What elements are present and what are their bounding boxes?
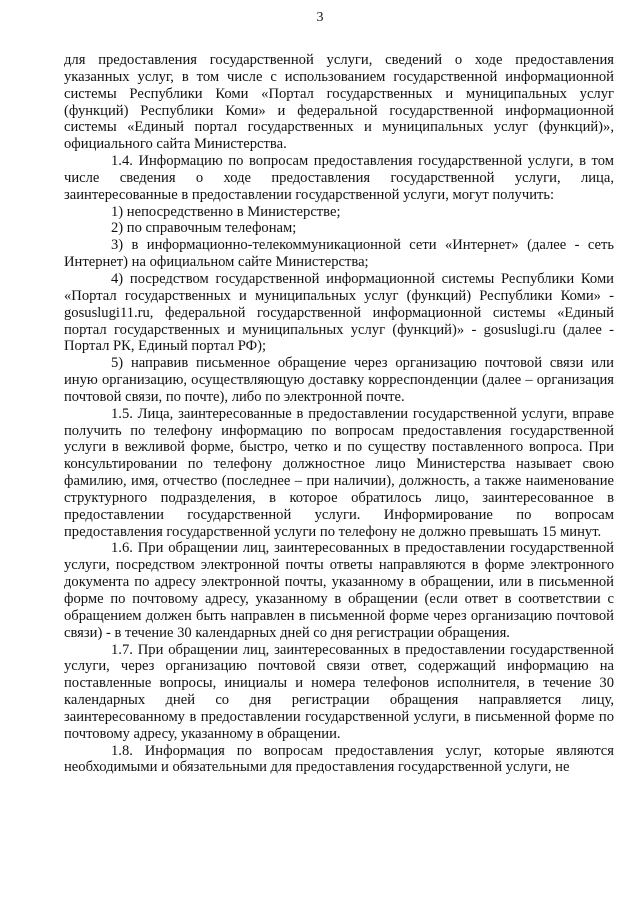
document-body	[64, 52, 614, 776]
paragraph-1-5: 1.5. Лица, заинтересованные в предоставлении государственной услуги, вправе получить по телефону информацию по вопросам предоставления государственной услуги в вежливой форме, быстро, четко и по существу поставленного вопроса. При консультировании по телефону должностное лицо Министерства называет свою фамилию, имя, отчество (последнее – при наличии), должность, а также наименование структурного подразделения, в которое обратилось лицо, заинтересованное в предоставлении государственной услуги. Информирование по вопросам предоставления государственной услуги по телефону не должно превышать 15 минут.	[64, 405, 614, 540]
paragraph-1-4: 1.4. Информацию по вопросам предоставления государственной услуги, в том числе сведения о ходе предоставления государственной услуги, лица, заинтересованные в предоставлении государственной услуги, могут получить:	[64, 153, 614, 203]
page-number: 3	[316, 10, 324, 25]
list-item-1: 1) непосредственно в Министерстве;	[111, 203, 341, 220]
paragraph-1-7: 1.7. При обращении лиц, заинтересованных в предоставлении государственной услуги, через организацию почтовой связи ответ, содержащий информацию на поставленные вопросы, инициалы и номера телефонов исполнителя, в течение 30 календарных дней со дня регистрации обращения направляется лицу, заинтересованному в предоставлении государственной услуги, в письменной форме по почтовому адресу, указанному в обращении.	[64, 641, 614, 742]
paragraph-1-6: 1.6. При обращении лиц, заинтересованных в предоставлении государственной услуги, посредством электронной почты ответы направляются в форме электронного документа по адресу электронной почты, указанному в обращении, или в письменной форме по почтовому адресу, указанному в обращении (если ответ в соответствии с обращением должен быть направлен в письменной форме через организацию почтовой связи) - в течение 30 календарных дней со дня регистрации обращения.	[64, 540, 614, 641]
paragraph-1-8: 1.8. Информация по вопросам предоставления услуг, которые являются необходимыми и обязательными для предоставления государственной услуги, не	[64, 742, 614, 776]
list-item-2: 2) по справочным телефонам;	[111, 220, 297, 237]
paragraph-continuation: для предоставления государственной услуги, сведений о ходе предоставления указанных услуг, в том числе с использованием государственной информационной системы Республики Коми «Портал государственных и муниципальных услуг (функций) Республики Коми» и федеральной государственной информационной системы «Единый портал государственных и муниципальных услуг (функций)», официального сайта Министерства.	[64, 52, 614, 153]
list-item-4: 4) посредством государственной информационной системы Республики Коми «Портал государственных и муниципальных услуг (функций) Республики Коми» - gosuslugi11.ru, федеральной государственной информационной системы «Единый портал государственных и муниципальных услуг (функций)» - gosuslugi.ru (далее - Портал РК, Единый портал РФ);	[64, 270, 614, 355]
list-item-3: 3) в информационно-телекоммуникационной сети «Интернет» (далее - сеть Интернет) на официальном сайте Министерства;	[64, 237, 614, 271]
list-item-5: 5) направив письменное обращение через организацию почтовой связи или иную организацию, осуществляющую доставку корреспонденции (далее – организация почтовой связи, по почте), либо по электронной почте.	[64, 355, 614, 405]
